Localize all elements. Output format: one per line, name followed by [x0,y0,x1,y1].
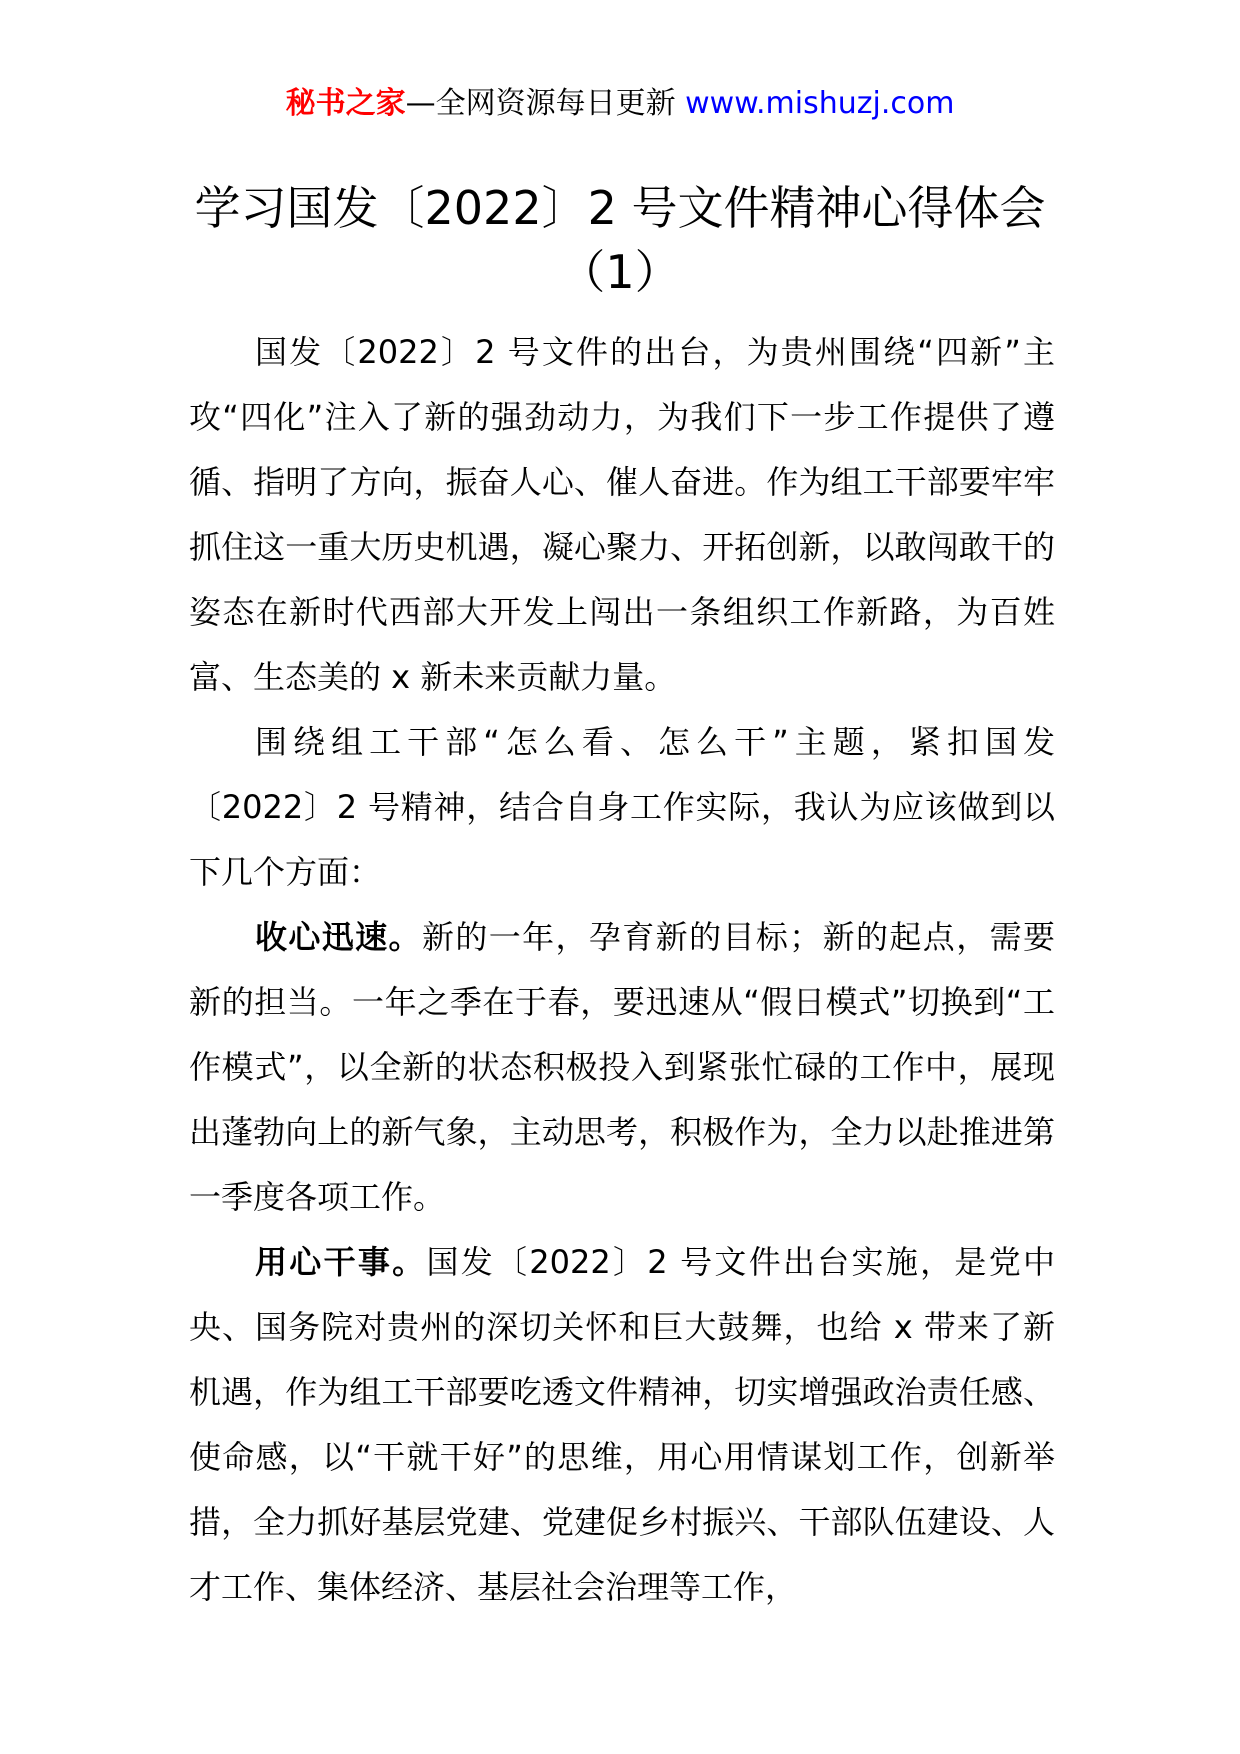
paragraph-text: 新的一年，孕育新的目标；新的起点，需要新的担当。一年之季在于春，要迅速从“假日模式”切换到“工作模式”，以全新的状态积极投入到紧张忙碌的工作中，展现出蓬勃向上的新气象，主动思考，积极作为，全力以赴推进第一季度各项工作。 [189,918,1055,1216]
document-title: 学习国发〔2022〕2 号文件精神心得体会（1） [194,181,1046,299]
paragraph-text: 国发〔2022〕2 号文件出台实施，是党中央、国务院对贵州的深切关怀和巨大鼓舞，也给 x 带来了新机遇，作为组工干部要吃透文件精神，切实增强政治责任感、使命感，以“干就干好”的思维，用心用情谋划工作，创新举措，全力抓好基层党建、党建促乡村振兴、干部队伍建设、人才工作、集体经济、基层社会治理等工作， [189,1243,1055,1606]
site-header [0,84,1240,124]
paragraph-lead: 收心迅速。 [255,918,422,956]
paragraph [189,710,1055,905]
document-body [189,320,1055,1620]
paragraph-text: 围绕组工干部“怎么看、怎么干”主题，紧扣国发〔2022〕2 号精神，结合自身工作实际，我认为应该做到以下几个方面： [189,723,1055,891]
paragraph-text: 国发〔2022〕2 号文件的出台，为贵州围绕“四新”主攻“四化”注入了新的强劲动力，为我们下一步工作提供了遵循、指明了方向，振奋人心、催人奋进。作为组工干部要牢牢抓住这一重大历史机遇，凝心聚力、开拓创新，以敢闯敢干的姿态在新时代西部大开发上闯出一条组织工作新路，为百姓富、生态美的 x 新未来贡献力量。 [189,333,1055,696]
header-tagline: —全网资源每日更新 [405,86,676,121]
paragraph [189,320,1055,710]
paragraph-lead: 用心干事。 [255,1243,427,1281]
paragraph [189,905,1055,1230]
site-url-link[interactable]: www.mishuzj.com [685,86,955,121]
brand-name: 秘书之家 [285,86,406,121]
paragraph [189,1230,1055,1620]
